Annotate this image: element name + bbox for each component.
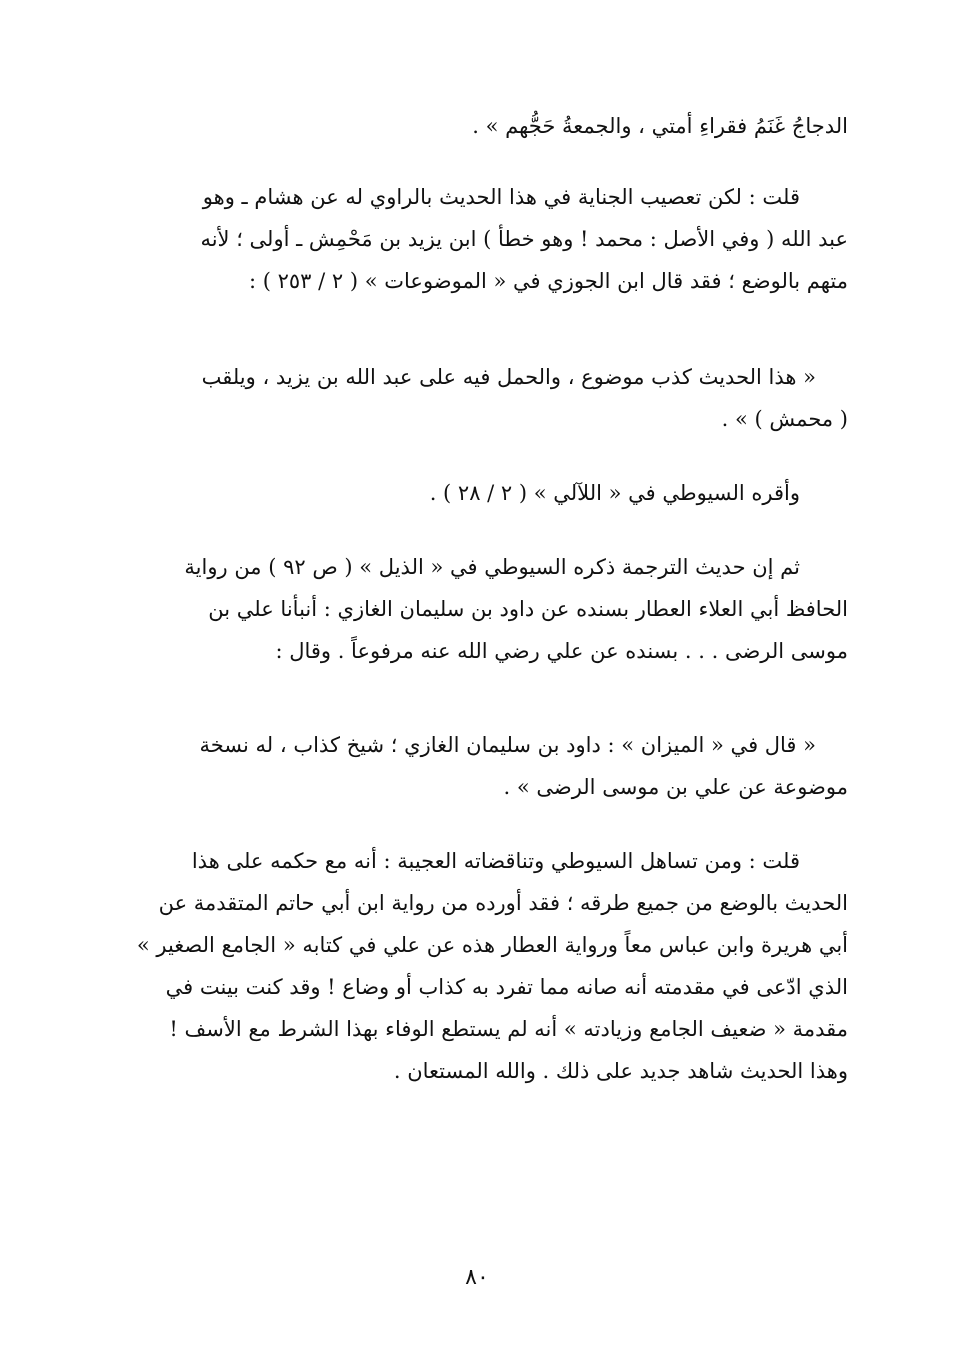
- text-line: مقدمة « ضعيف الجامع وزيادته » أنه لم يستطع الوفاء بهذا الشرط مع الأسف !: [169, 1017, 848, 1041]
- text-line: « قال في « الميزان » : داود بن سليمان الغازي ؛ شيخ كذاب ، له نسخة: [199, 733, 816, 757]
- text-line: قلت : لكن تعصيب الجناية في هذا الحديث بالراوي له عن هشام ـ وهو: [202, 185, 800, 209]
- text-line: أبي هريرة وابن عباس معاً ورواية العطار هذه عن علي في كتابه « الجامع الصغير »: [136, 933, 848, 957]
- text-line: الدجاجُ غَنَمُ فقراءِ أمتي ، والجمعةُ حَجُّهم » .: [472, 114, 848, 138]
- text-line: موسى الرضى . . . بسنده عن علي رضي الله عنه مرفوعاً . وقال :: [275, 639, 848, 663]
- paragraph-author-comment-narrator: [100, 176, 848, 302]
- page-number: ٨٠: [465, 1265, 489, 1290]
- text-line: الحديث بالوضع من جميع طرقه ؛ فقد أورده من رواية ابن أبي حاتم المتقدمة عن: [158, 891, 848, 915]
- text-line: الذي ادّعى في مقدمته أنه صانه مما تفرد به كذاب أو وضاع ! وقد كنت بينت في: [165, 975, 848, 999]
- text-line: الحافظ أبي العلاء العطار بسنده عن داود بن سليمان الغازي : أنبأنا علي بن: [208, 597, 848, 621]
- text-line: متهم بالوضع ؛ فقد قال ابن الجوزي في « الموضوعات » ( ٢ / ٢٥٣ ) :: [249, 269, 848, 293]
- paragraph-author-conclusion: [100, 840, 848, 1092]
- text-line: ( محمش ) » .: [721, 407, 848, 431]
- text-line: « هذا الحديث كذب موضوع ، والحمل فيه على عبد الله بن يزيد ، ويلقب: [201, 365, 816, 389]
- text-line: موضوعة عن علي بن موسى الرضى » .: [503, 775, 848, 799]
- paragraph-quote-ibn-al-jawzi: [100, 356, 848, 440]
- book-page: [100, 0, 848, 1356]
- paragraph-quote-mizan: [100, 724, 848, 808]
- text-line: ثم إن حديث الترجمة ذكره السيوطي في « الذيل » ( ص ٩٢ ) من رواية: [184, 555, 800, 579]
- text-line: وأقره السيوطي في « اللآلي » ( ٢ / ٢٨ ) .: [429, 481, 800, 505]
- text-line: عبد الله ( وفي الأصل : محمد ! وهو خطأ ) ابن يزيد بن مَحْمِش ـ أولى ؛ لأنه: [200, 227, 848, 251]
- paragraph-dhayl-narration: [100, 546, 848, 672]
- paragraph-suyuti-approval: [100, 472, 848, 514]
- text-line: قلت : ومن تساهل السيوطي وتناقضاته العجيبة : أنه مع حكمه على هذا: [191, 849, 800, 873]
- text-line: وهذا الحديث شاهد جديد على ذلك . والله المستعان .: [393, 1059, 848, 1083]
- paragraph-hadith-ending: [100, 105, 848, 147]
